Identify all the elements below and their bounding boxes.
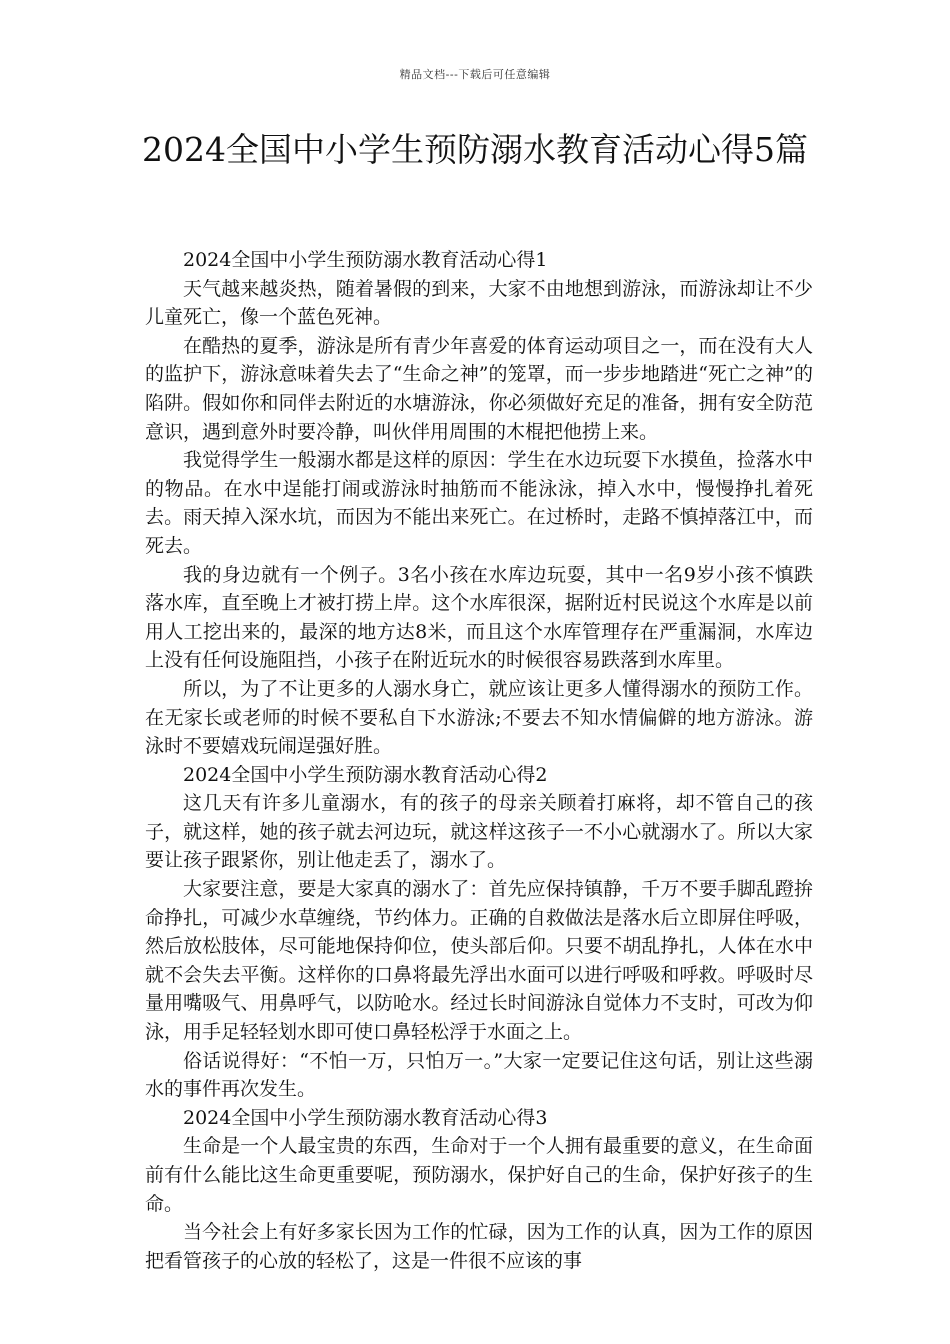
paragraph: 生命是一个人最宝贵的东西，生命对于一个人拥有最重要的意义，在生命面前有什么能比这生命更重要呢，预防溺水，保护好自己的生命，保护好孩子的生命。	[145, 1135, 813, 1215]
header-note: 精品文档---下载后可任意编辑	[399, 68, 551, 81]
section-heading-1: 2024全国中小学生预防溺水教育活动心得1	[183, 249, 548, 271]
paragraph: 我的身边就有一个例子。3名小孩在水库边玩耍，其中一名9岁小孩不慎跌落水库，直至晚上才被打捞上岸。这个水库很深，据附近村民说这个水库是以前用人工挖出来的，最深的地方达8米，而且这个水库管理存在严重漏洞，水库边上没有任何设施阻挡，小孩子在附近玩水的时候很容易跌落到水库里。	[145, 563, 813, 672]
paragraph: 所以，为了不让更多的人溺水身亡，就应该让更多人懂得溺水的预防工作。在无家长或老师的时候不要私自下水游泳;不要去不知水情偏僻的地方游泳。游泳时不要嬉戏玩闹逞强好胜。	[145, 677, 813, 758]
paragraph: 天气越来越炎热，随着暑假的到来，大家不由地想到游泳，而游泳却让不少儿童死亡，像一个蓝色死神。	[145, 277, 813, 329]
paragraph: 这几天有许多儿童溺水，有的孩子的母亲关顾着打麻将，却不管自己的孩子，就这样，她的孩子就去河边玩，就这样这孩子一不小心就溺水了。所以大家要让孩子跟紧你，别让他走丢了，溺水了。	[145, 792, 813, 872]
document-title: 2024全国中小学生预防溺水教育活动心得5篇	[142, 130, 808, 169]
section-heading-2: 2024全国中小学生预防溺水教育活动心得2	[183, 763, 548, 786]
paragraph: 在酷热的夏季，游泳是所有青少年喜爱的体育运动项目之一，而在没有大人的监护下，游泳意味着失去了“生命之神”的笼罩，而一步步地踏进“死亡之神”的陷阱。假如你和同伴去附近的水塘游泳，你必须做好充足的准备，拥有安全防范意识，遇到意外时要冷静，叫伙伴用周围的木棍把他捞上来。	[145, 334, 813, 443]
section-heading-3: 2024全国中小学生预防溺水教育活动心得3	[183, 1106, 548, 1129]
paragraph: 当今社会上有好多家长因为工作的忙碌，因为工作的认真，因为工作的原因把看管孩子的心放的轻松了，这是一件很不应该的事	[145, 1221, 813, 1272]
paragraph: 俗话说得好：“不怕一万，只怕万一。”大家一定要记住这句话，别让这些溺水的事件再次发生。	[145, 1049, 813, 1101]
paragraph: 我觉得学生一般溺水都是这样的原因：学生在水边玩耍下水摸鱼，捡落水中的物品。在水中逞能打闹或游泳时抽筋而不能泳泳，掉入水中，慢慢挣扎着死去。雨天掉入深水坑，而因为不能出来死亡。在过桥时，走路不慎掉落江中，而死去。	[145, 449, 813, 557]
paragraph: 大家要注意，要是大家真的溺水了：首先应保持镇静，千万不要手脚乱蹬拚命挣扎，可减少水草缠绕，节约体力。正确的自救做法是落水后立即屏住呼吸，然后放松肢体，尽可能地保持仰位，使头部后仰。只要不胡乱挣扎，人体在水中就不会失去平衡。这样你的口鼻将最先浮出水面可以进行呼吸和呼救。呼吸时尽量用嘴吸气、用鼻呼气，以防呛水。经过长时间游泳自觉体力不支时，可改为仰泳，用手足轻轻划水即可使口鼻轻松浮于水面之上。	[145, 878, 813, 1044]
document-body	[145, 246, 813, 1275]
